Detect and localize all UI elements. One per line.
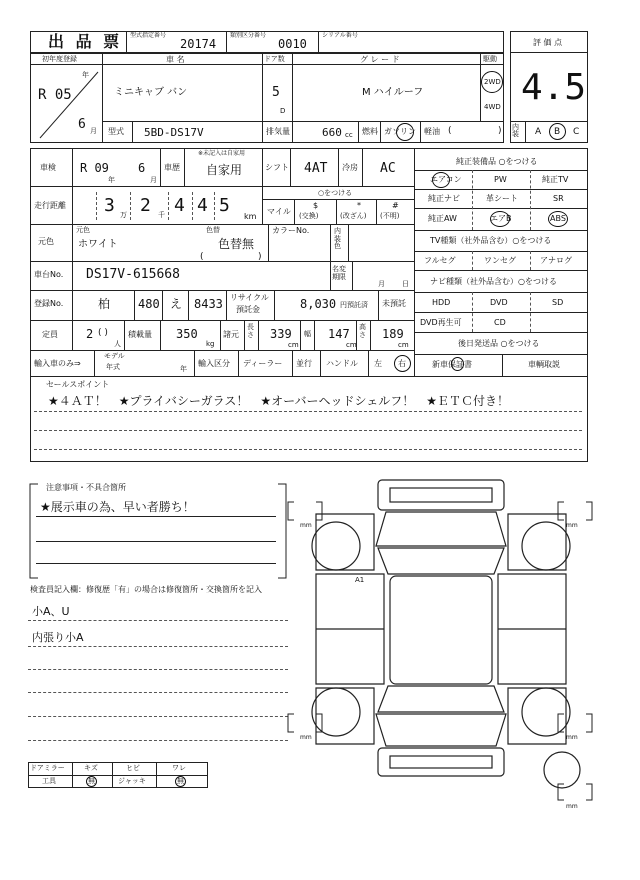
car-name-label: 車 名: [166, 55, 185, 64]
tire-mm-rl: mm: [300, 734, 312, 741]
shift-value: 4AT: [304, 161, 328, 176]
doors-sub: D: [280, 107, 286, 115]
serial-label: シリアル番号: [322, 32, 358, 39]
class-no-label: 類別区分番号: [230, 32, 267, 39]
drive-2wd-circle: [481, 71, 503, 93]
tv-analog: アナログ: [540, 256, 572, 265]
width-unit: cm: [346, 341, 357, 349]
model-year-unit: 年: [180, 365, 187, 373]
grade-value: M ハイルーフ: [362, 87, 424, 98]
handle-label: ハンドル: [326, 359, 358, 368]
import-dealer: ディーラー: [243, 359, 283, 368]
interior-c: C: [573, 127, 580, 137]
sales-point-label: セールスポイント: [46, 380, 110, 389]
original-color-label: 元色: [76, 226, 90, 234]
mileage-label: 走行距離: [34, 201, 66, 210]
later-manual: 車輌取説: [528, 360, 560, 369]
tools-tool-value: 無: [88, 777, 95, 785]
length-value: 339: [270, 327, 292, 341]
mileage-unit-km: km: [244, 212, 257, 221]
interior-b: B: [554, 127, 561, 137]
notes-bracket: [28, 482, 288, 582]
width-label: 幅: [304, 330, 311, 338]
drive-2wd: 2WD: [484, 78, 501, 86]
length-unit: cm: [288, 341, 299, 349]
colorno-label: カラーNo.: [272, 226, 310, 235]
first-reg-era: R 05: [38, 87, 72, 103]
ac-label: 冷房: [342, 163, 358, 172]
header-box: [30, 31, 504, 53]
shaken-year-unit: 年: [108, 176, 115, 184]
mileage-tampered: (改ざん): [340, 212, 367, 220]
grade-label: グ レ ー ド: [360, 55, 400, 64]
handle-right: 右: [398, 359, 406, 368]
history-value: 自家用: [206, 163, 243, 177]
history-label: 車歴: [164, 163, 180, 172]
navi-hdd: HDD: [432, 298, 451, 307]
inspector-line-1: 小A、U: [32, 605, 70, 618]
mileage-unknown: (不明): [380, 212, 400, 220]
reg-city: 柏: [98, 297, 111, 311]
interior-color-label: 内装色: [334, 227, 341, 251]
mileage-unit-man: 万: [120, 211, 127, 219]
notes-text: ★展示車の為、早い者勝ち！: [40, 500, 195, 514]
score-value: 4.5: [521, 67, 587, 108]
damage-mark-a1: A1: [355, 576, 365, 584]
mileage-hash: #: [392, 201, 399, 210]
tv-fullseg: フルセグ: [424, 256, 456, 265]
displacement-unit: cc: [345, 131, 353, 139]
inspector-label: 検査員記入欄：修復歴「有」の場合は修復箇所・交換箇所を記入: [30, 585, 262, 594]
model-value: 5BD-DS17V: [144, 126, 204, 139]
tire-mm-rr: mm: [566, 734, 578, 741]
navi-dvd: DVD: [490, 298, 508, 307]
interior-b-circle: [549, 123, 566, 140]
chassis-value: DS17V-615668: [86, 267, 180, 282]
handle-right-circle: [394, 355, 411, 372]
repaint-label: 色替: [206, 226, 220, 234]
shaken-month-unit: 月: [150, 176, 157, 184]
diesel-paren-close: ): [498, 126, 502, 136]
first-reg-month-unit: 月: [90, 127, 97, 135]
exterior-color-label: 元色: [38, 237, 54, 246]
capacity-paren: ( ): [98, 328, 108, 338]
equip-airbag: エアB: [490, 214, 512, 223]
capacity-value: 2: [86, 327, 94, 341]
type-no-label: 型式指定番号: [130, 32, 167, 39]
shaken-era: R 09: [80, 161, 109, 175]
tv-title: TV種類（社外品含む）○をつける: [430, 236, 552, 245]
equip-airbag-circle: [490, 211, 510, 227]
navi-title: ナビ種類（社外品含む）○をつける: [430, 277, 557, 286]
height-label: 高さ: [359, 323, 366, 339]
original-color-value: ホワイト: [78, 239, 118, 250]
mileage-digit-3: 4: [174, 195, 185, 216]
load-value: 350: [176, 327, 198, 341]
mileage-exchange: (交換): [299, 212, 319, 220]
equip-abs-circle: [548, 211, 568, 227]
reg-label: 登録No.: [34, 299, 64, 308]
shift-label: シフト: [265, 163, 289, 172]
fuel-circle: [396, 123, 414, 141]
repaint-value: 色替無: [218, 237, 255, 251]
tire-mm-fl: mm: [300, 522, 312, 529]
first-reg-label: 初年度登録: [42, 55, 77, 63]
tools-tool: 工具: [42, 777, 56, 785]
sales-point-text: ★４ＡＴ！ ★プライバシーガラス！ ★オーバーヘッドシェルフ！ ★ＥＴＣ付き！: [48, 394, 509, 408]
later-warranty: 新車保証書: [432, 360, 472, 369]
diesel-label: 軽油: [424, 127, 440, 136]
equip-sr: SR: [553, 194, 564, 203]
equip-tv: 純正TV: [542, 175, 569, 184]
model-year-label: モデル: [104, 352, 125, 360]
shaken-label: 車検: [40, 163, 56, 172]
repaint-paren-close: ): [258, 252, 262, 262]
reg-class: 480: [138, 297, 160, 311]
mileage-digit-1: 3: [104, 195, 115, 216]
height-unit: cm: [398, 341, 409, 349]
equip-aircon: エアコン: [430, 175, 462, 184]
later-warranty-circle: [451, 357, 464, 371]
name-change-label: 名変期限: [332, 265, 346, 282]
recycle-unpaid: 未預託: [382, 299, 406, 308]
equip-pw: PW: [494, 175, 507, 184]
mile-label: マイル: [267, 207, 291, 216]
height-value: 189: [382, 327, 404, 341]
mileage-star: *: [357, 201, 361, 210]
drive-label: 駆動: [483, 55, 497, 63]
diesel-paren: (: [448, 126, 452, 136]
equip-aw: 純正AW: [428, 214, 457, 223]
displacement-label: 排気量: [266, 127, 290, 136]
shaken-month: 6: [138, 161, 146, 175]
length-label: 長さ: [247, 323, 254, 339]
displacement-value: 660: [322, 126, 342, 139]
tire-mm-fr: mm: [566, 522, 578, 529]
mileage-digit-5: 5: [219, 195, 230, 216]
name-change-month: 月: [378, 280, 385, 288]
tools-crack: ヒビ: [126, 764, 140, 772]
tools-break: ワレ: [172, 764, 186, 772]
mileage-digit-4: 4: [197, 195, 208, 216]
ac-value: AC: [380, 161, 396, 176]
page-title: 出 品 票: [48, 32, 123, 51]
score-label: 評 価 点: [533, 38, 563, 47]
class-no-value: 0010: [278, 37, 307, 51]
drive-4wd: 4WD: [484, 103, 501, 111]
recycle-unit: 円預託済: [340, 301, 368, 309]
inspector-line-2: 内張り小A: [32, 631, 84, 644]
equip-aircon-circle: [432, 172, 450, 188]
tv-oneseg: ワンセグ: [484, 256, 516, 265]
reg-kana: え: [170, 297, 183, 311]
equip-title: 純正装備品 ○をつける: [456, 157, 538, 166]
handle-left: 左: [374, 359, 382, 368]
tools-tool-circle: [86, 776, 97, 787]
history-note: ※未記入は自家用: [198, 150, 246, 157]
equip-abs: ABS: [550, 214, 566, 223]
equip-leather: 革シート: [486, 194, 518, 203]
first-reg-month: 6: [78, 117, 86, 132]
equip-navi: 純正ナビ: [428, 194, 460, 203]
mileage-unit-sen: 千: [158, 211, 165, 219]
fuel-label: 燃料: [362, 127, 378, 136]
tools-jack-value: 無: [177, 777, 184, 785]
capacity-label: 定員: [42, 330, 58, 339]
repaint-paren-open: (: [200, 252, 204, 262]
doors-label: ドア数: [264, 55, 285, 63]
mileage-digit-2: 2: [140, 195, 151, 216]
mileage-circle-note: ○をつける: [318, 189, 353, 197]
tools-jack: ジャッキ: [118, 777, 146, 785]
model-label: 型式: [108, 127, 124, 136]
doors-value: 5: [272, 85, 280, 100]
mileage-dollar: $: [313, 201, 319, 210]
navi-cd: CD: [494, 318, 506, 327]
car-name-value: ミニキャブ バン: [114, 87, 188, 98]
notes-label: 注意事項・不具合箇所: [46, 483, 126, 492]
model-year-label-2: 年式: [106, 363, 120, 371]
navi-dvd-play: DVD再生可: [420, 318, 462, 327]
load-unit: kg: [206, 340, 215, 348]
tools-jack-circle: [175, 776, 186, 787]
fuel-gasoline: ガソリン: [384, 127, 416, 136]
import-parallel: 並行: [296, 359, 312, 368]
recycle-label: リサイクル: [230, 293, 269, 302]
import-div-label: 輸入区分: [198, 359, 230, 368]
interior-label: 内装: [512, 123, 519, 138]
load-label: 積載量: [128, 330, 152, 339]
first-reg-year-unit: 年: [82, 71, 89, 79]
chassis-label: 車台No.: [34, 270, 64, 279]
import-label: 輸入車のみ⇒: [34, 359, 81, 368]
dims-label: 諸元: [223, 330, 239, 339]
navi-sd: SD: [552, 298, 564, 307]
reg-number: 8433: [194, 297, 223, 311]
interior-a: A: [535, 127, 542, 137]
tools-scratch: キズ: [84, 764, 98, 772]
car-diagram: [286, 474, 596, 814]
capacity-unit: 人: [114, 340, 121, 348]
recycle-value: 8,030: [300, 297, 337, 311]
recycle-label-2: 預託金: [236, 305, 260, 314]
later-title: 後日発送品 ○をつける: [458, 339, 540, 348]
name-change-day: 日: [402, 280, 409, 288]
tire-mm-spare: mm: [566, 803, 578, 810]
type-no-value: 20174: [180, 37, 217, 51]
width-value: 147: [328, 327, 350, 341]
tools-mirror: ドアミラー: [30, 764, 65, 772]
